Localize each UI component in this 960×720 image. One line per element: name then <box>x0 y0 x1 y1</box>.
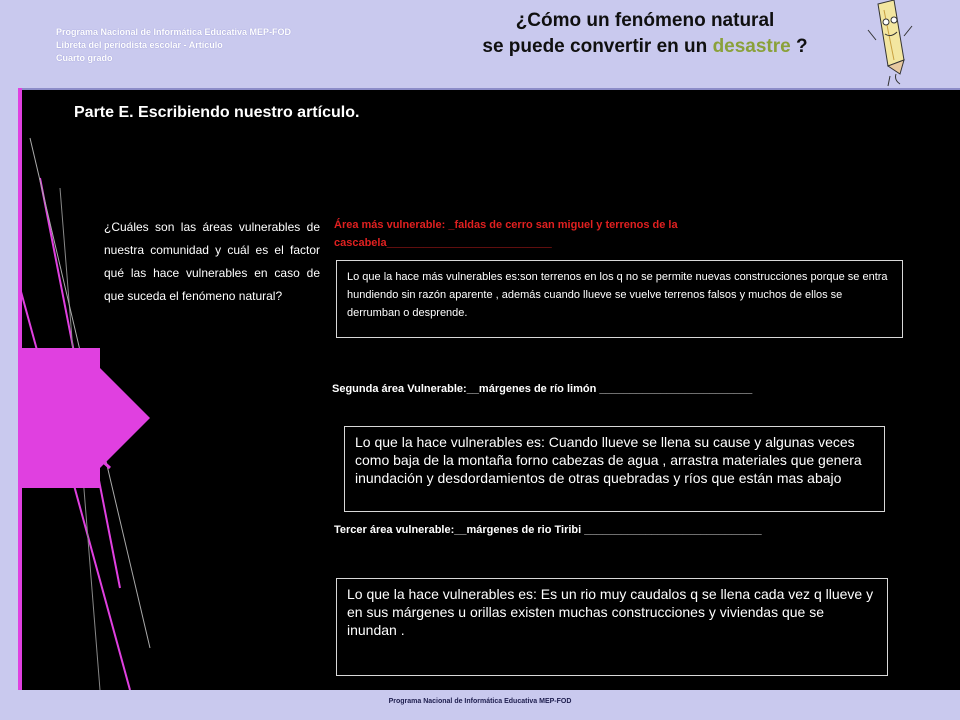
section-title: Parte E. Escribiendo nuestro artículo. <box>74 104 360 121</box>
title-line-1: ¿Cómo un fenómeno natural <box>515 10 775 31</box>
area2-label: Segunda área Vulnerable:__márgenes de río limón _________________________ <box>332 383 753 395</box>
grade-level: Cuarto grado <box>56 53 113 63</box>
decorative-arrows <box>0 88 180 690</box>
program-name: Programa Nacional de Informática Educativa MEP-FOD <box>56 27 292 37</box>
header-banner <box>0 0 960 90</box>
footer-text: Programa Nacional de Informática Educativa MEP-FOD <box>388 698 572 705</box>
notebook-name: Libreta del periodista escolar - Artículo <box>56 40 223 50</box>
footer-banner <box>0 690 960 720</box>
area2-reason-box: Lo que la hace vulnerables es: Cuando llueve se llena su cause y algunas veces como baja de la montaña forno cabezas de agua , arrastra materiales que genera inundación y desdordamientos de otras quebradas y ríos que están mas abajo <box>344 426 885 512</box>
area1-reason-box: Lo que la hace más vulnerables es:son terrenos en los q no se permite nuevas construcciones porque se entra hundiendo sin razón aparente , además cuando llueve se vuelve terrenos falsos y muchos de ellos se derrumban o desprende. <box>336 260 903 338</box>
area1-label: Área más vulnerable: _faldas de cerro san miguel y terrenos de la cascabela___________________________ <box>334 219 678 249</box>
pencil-mascot-icon <box>860 0 920 90</box>
program-info <box>56 26 291 65</box>
page-title <box>430 8 860 60</box>
area3-reason-box: Lo que la hace vulnerables es: Es un rio muy caudalos q se llena cada vez q llueve y en sus márgenes u orillas existen muchas construcciones y viviendas que se inundan . <box>336 578 888 676</box>
title-line-2-suffix: ? <box>796 36 808 57</box>
question-text: ¿Cuáles son las áreas vulnerables de nuestra comunidad y cuál es el factor qué las hace vulnerables en caso de que suceda el fenómeno natural? <box>104 220 320 303</box>
title-accent-word: desastre <box>712 36 791 57</box>
title-line-2-prefix: se puede convertir en un <box>482 36 708 57</box>
area3-label: Tercer área vulnerable:__márgenes de rio Tiribi _____________________________ <box>334 524 762 536</box>
title-line-2 <box>430 34 860 60</box>
